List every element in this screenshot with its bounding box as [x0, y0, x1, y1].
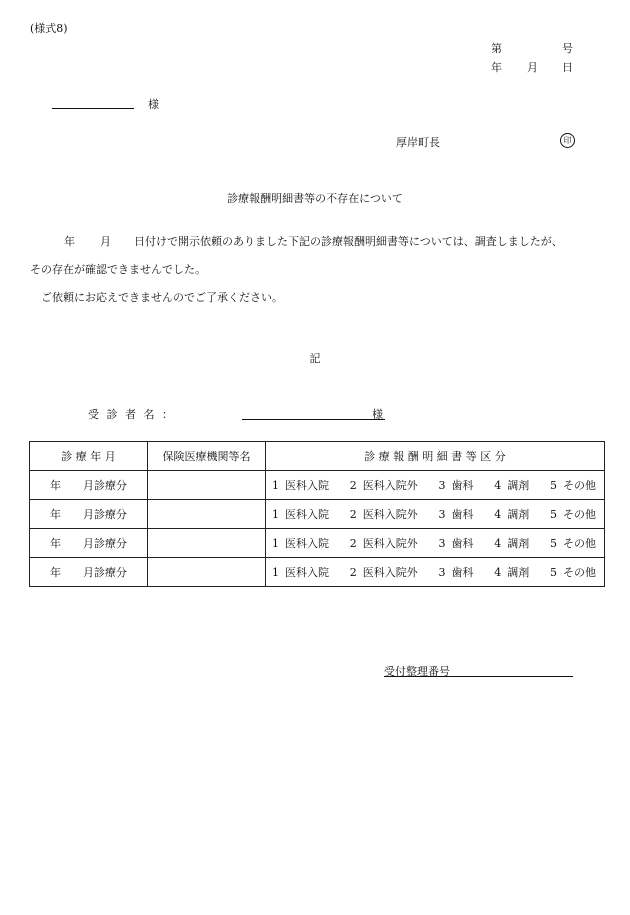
category-option[interactable]: [350, 535, 418, 551]
institution-cell[interactable]: [148, 529, 266, 558]
body-line-2: その存在が確認できませんでした。: [30, 263, 206, 276]
category-option[interactable]: [272, 535, 329, 551]
category-option[interactable]: [439, 535, 474, 551]
header-category: 診 療 報 酬 明 細 書 等 区 分: [266, 442, 605, 471]
category-option[interactable]: [439, 477, 474, 493]
date-year: 年: [491, 61, 502, 74]
category-label: 医科入院: [285, 508, 329, 521]
category-option[interactable]: [350, 506, 418, 522]
category-number: 4: [494, 479, 502, 492]
category-option[interactable]: [272, 506, 329, 522]
institution-cell[interactable]: [148, 500, 266, 529]
category-number: 5: [550, 508, 557, 521]
period-cell: [30, 558, 148, 587]
category-option[interactable]: [550, 564, 596, 580]
category-cell: [266, 558, 605, 587]
header-period: 診 療 年 月: [30, 442, 148, 471]
sender-name: 厚岸町長: [396, 136, 440, 149]
category-label: その他: [563, 479, 596, 492]
patient-honorific: 様: [372, 408, 383, 421]
period-month: 月診療分: [83, 508, 127, 521]
category-label: 医科入院外: [362, 566, 418, 579]
date-month: 月: [527, 61, 538, 74]
period-cell: [30, 471, 148, 500]
date-day: 日: [562, 61, 573, 74]
table-header-row: [30, 442, 605, 471]
category-option[interactable]: [439, 564, 474, 580]
category-option[interactable]: [350, 477, 418, 493]
category-label: 調剤: [507, 508, 530, 521]
category-option[interactable]: [550, 535, 596, 551]
category-number: 1: [272, 566, 279, 579]
ki-heading: 記: [309, 352, 321, 365]
category-label: 歯科: [451, 479, 474, 492]
category-number: 5: [550, 566, 557, 579]
category-label: 調剤: [507, 566, 530, 579]
category-number: 3: [438, 566, 446, 579]
category-option[interactable]: [350, 564, 418, 580]
category-label: その他: [563, 508, 596, 521]
category-number: 4: [494, 508, 502, 521]
category-option[interactable]: [494, 506, 529, 522]
category-label: 歯科: [451, 537, 474, 550]
category-number: 4: [494, 537, 502, 550]
category-number: 2: [349, 537, 357, 550]
category-option[interactable]: [272, 564, 329, 580]
period-year: 年: [50, 479, 61, 492]
category-label: 歯科: [451, 508, 474, 521]
category-option[interactable]: [439, 506, 474, 522]
body-year: 年: [64, 235, 75, 248]
category-number: 5: [550, 479, 557, 492]
period-month: 月診療分: [83, 566, 127, 579]
body-line-3: ご依頼にお応えできませんのでご了承ください。: [41, 291, 283, 304]
period-cell: [30, 500, 148, 529]
period-year: 年: [50, 566, 61, 579]
category-number: 1: [272, 537, 279, 550]
recipient-honorific: 様: [148, 98, 159, 111]
period-month: 月診療分: [83, 537, 127, 550]
form-label: (様式8): [30, 22, 68, 35]
header-institution: 保険医療機関等名: [148, 442, 266, 471]
patient-name-line: [242, 419, 385, 420]
document-title: 診療報酬明細書等の不存在について: [227, 192, 403, 205]
category-option[interactable]: [550, 506, 596, 522]
category-option[interactable]: [494, 564, 529, 580]
category-number: 2: [349, 566, 357, 579]
category-label: その他: [563, 537, 596, 550]
category-number: 3: [438, 508, 446, 521]
category-label: 医科入院外: [362, 508, 418, 521]
doc-number-dai: 第: [491, 42, 502, 55]
category-number: 2: [349, 479, 357, 492]
category-number: 5: [550, 537, 557, 550]
seal-mark: 印: [560, 133, 575, 148]
category-label: その他: [563, 566, 596, 579]
period-year: 年: [50, 508, 61, 521]
body-month: 月: [100, 235, 111, 248]
period-year: 年: [50, 537, 61, 550]
category-number: 1: [272, 508, 279, 521]
category-label: 医科入院: [285, 537, 329, 550]
table-row: [30, 500, 605, 529]
category-label: 医科入院: [285, 479, 329, 492]
category-cell: [266, 500, 605, 529]
category-label: 調剤: [507, 537, 530, 550]
receipt-number-line: [384, 676, 573, 677]
category-option[interactable]: [550, 477, 596, 493]
category-number: 3: [438, 537, 446, 550]
recipient-name-line: [52, 108, 134, 109]
table-row: [30, 558, 605, 587]
period-cell: [30, 529, 148, 558]
institution-cell[interactable]: [148, 471, 266, 500]
category-label: 調剤: [507, 479, 530, 492]
category-number: 2: [349, 508, 357, 521]
category-number: 4: [494, 566, 502, 579]
category-option[interactable]: [272, 477, 329, 493]
category-option[interactable]: [494, 477, 529, 493]
category-number: 3: [438, 479, 446, 492]
category-label: 医科入院: [285, 566, 329, 579]
receipt-number-label: 受付整理番号: [384, 665, 450, 678]
category-cell: [266, 471, 605, 500]
category-label: 医科入院外: [362, 479, 418, 492]
category-number: 1: [272, 479, 279, 492]
claims-table: [29, 441, 605, 587]
institution-cell[interactable]: [148, 558, 266, 587]
table-row: [30, 529, 605, 558]
table-row: [30, 471, 605, 500]
body-line-1: 日付けで開示依頼のありました下記の診療報酬明細書等については、調査しましたが、: [134, 235, 563, 248]
period-month: 月診療分: [83, 479, 127, 492]
category-option[interactable]: [494, 535, 529, 551]
doc-number-go: 号: [562, 42, 573, 55]
category-cell: [266, 529, 605, 558]
patient-name-label: 受 診 者 名 ：: [88, 408, 175, 421]
category-label: 歯科: [451, 566, 474, 579]
category-label: 医科入院外: [362, 537, 418, 550]
